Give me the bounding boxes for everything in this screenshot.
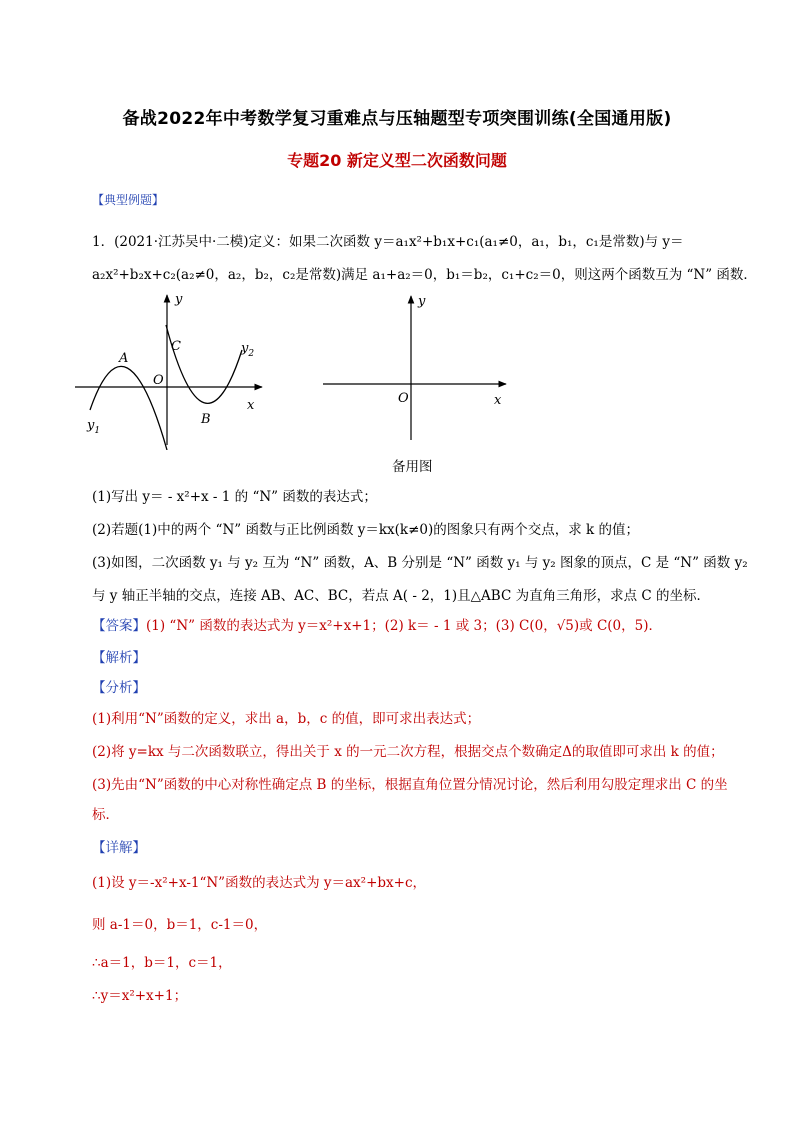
point-b-label: B bbox=[201, 412, 211, 427]
problem-line-1: 1．(2021·江苏吴中·二模)定义：如果二次函数 y＝a₁x²+b₁x+c₁(a₁≠0，a₁，b₁，c₁是常数)与 y＝ bbox=[92, 234, 684, 250]
problem-line-2: a₂x²+b₂x+c₂(a₂≠0，a₂，b₂，c₂是常数)满足 a₁+a₂＝0，b₁＝b₂，c₁+c₂＝0，则这两个函数互为 “N” 函数． bbox=[92, 267, 757, 283]
spare-figure-caption: 备用图 bbox=[392, 459, 433, 475]
function-graph-figure bbox=[70, 290, 270, 450]
curve-y1-label: $y_1$ bbox=[87, 418, 101, 436]
question-1: (1)写出 y＝ - x²+x - 1 的 “N” 函数的表达式； bbox=[92, 489, 377, 505]
spare-origin-label: O bbox=[398, 391, 409, 406]
curve-y2 bbox=[166, 325, 242, 403]
fenxi-point-3-line-1: (3)先由“N”函数的中心对称性确定点 B 的坐标，根据直角位置分情况讨论，然后利用勾股定理求出 C 的坐 bbox=[92, 777, 728, 793]
detail-line-1: (1)设 y＝-x²+x-1“N”函数的表达式为 y＝ax²+bx+c， bbox=[92, 875, 427, 891]
question-2: (2)若题(1)中的两个 “N” 函数与正比例函数 y＝kx(k≠0)的图象只有两个交点，求 k 的值； bbox=[92, 522, 640, 538]
fenxi-point-3-line-2: 标． bbox=[92, 807, 119, 823]
fenxi-point-2: (2)将 y=kx 与二次函数联立，得出关于 x 的一元二次方程，根据交点个数确定Δ的取值即可求出 k 的值； bbox=[92, 744, 724, 760]
answer-row bbox=[92, 614, 662, 634]
spare-x-label: x bbox=[494, 393, 502, 408]
section-label: 【典型例题】 bbox=[92, 193, 165, 207]
y-axis-label: y bbox=[175, 292, 183, 307]
answer-text: (1) “N” 函数的表达式为 y＝x²+x+1；(2) k＝ - 1 或 3；(3) C(0，√5)或 C(0，5)． bbox=[146, 618, 662, 634]
point-a-label: A bbox=[119, 351, 129, 366]
question-3-line-2: 与 y 轴正半轴的交点，连接 AB、AC、BC，若点 A( - 2，1)且△ABC 为直角三角形，求点 C 的坐标． bbox=[92, 588, 710, 604]
detail-line-2: 则 a-1＝0，b＝1，c-1＝0， bbox=[92, 917, 268, 933]
fenxi-point-1: (1)利用“N”函数的定义，求出 a，b，c 的值，即可求出表达式； bbox=[92, 711, 481, 727]
origin-label: O bbox=[153, 373, 164, 388]
x-axis-label: x bbox=[247, 398, 255, 413]
question-3-line-1: (3)如图，二次函数 y₁ 与 y₂ 互为 “N” 函数，A、B 分别是 “N” 函数 y₁ 与 y₂ 图象的顶点，C 是 “N” 函数 y₂ bbox=[92, 555, 748, 571]
point-c-label: C bbox=[171, 339, 181, 354]
spare-axes-figure bbox=[318, 292, 508, 442]
detail-line-4: ∴y＝x²+x+1； bbox=[92, 988, 188, 1004]
document-title: 备战2022年中考数学复习重难点与压轴题型专项突围训练(全国通用版) bbox=[122, 109, 672, 129]
answer-label: 【答案】 bbox=[92, 618, 146, 634]
analysis-label: 【解析】 bbox=[92, 650, 146, 666]
spare-y-label: y bbox=[418, 294, 426, 309]
detail-label: 【详解】 bbox=[92, 840, 146, 856]
topic-subtitle: 专题20 新定义型二次函数问题 bbox=[287, 151, 507, 170]
detail-line-3: ∴a＝1，b＝1，c＝1， bbox=[92, 955, 232, 971]
fenxi-label: 【分析】 bbox=[92, 680, 146, 696]
curve-y2-label: $y_2$ bbox=[241, 341, 255, 359]
